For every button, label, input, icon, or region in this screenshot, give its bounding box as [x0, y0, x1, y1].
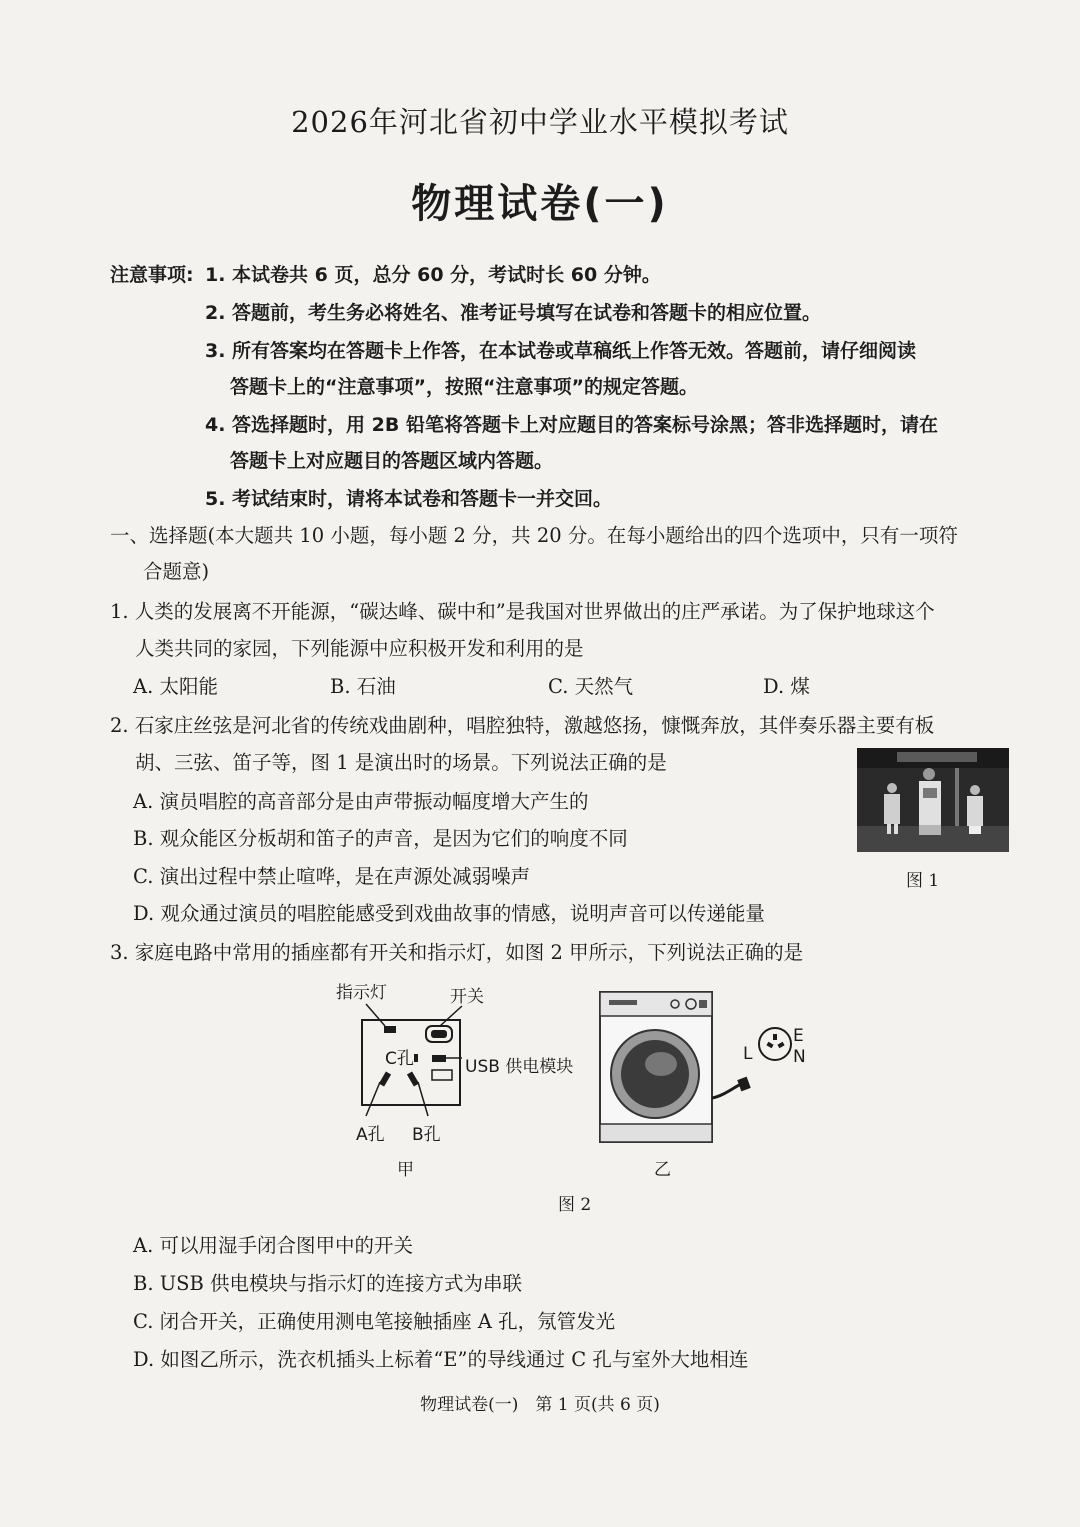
- notice-item-3-line2: 答题卡上的“注意事项”，按照“注意事项”的规定答题。: [230, 376, 698, 398]
- fig2-label-a-hole: A孔: [356, 1125, 385, 1145]
- fig2-label-n: N: [793, 1047, 806, 1067]
- q2-option-d: D. 观众通过演员的唱腔能感受到戏曲故事的情感，说明声音可以传递能量: [133, 902, 765, 925]
- fig2-label-switch: 开关: [450, 987, 484, 1007]
- fig2-label-usb: USB 供电模块: [465, 1057, 574, 1077]
- fig2-label-b-hole: B孔: [412, 1125, 441, 1145]
- section-heading-line2: 合题意): [143, 560, 210, 583]
- figure-1-caption: 图 1: [906, 871, 940, 891]
- notice-heading: 注意事项:: [110, 264, 194, 286]
- q3-option-b: B. USB 供电模块与指示灯的连接方式为串联: [133, 1272, 523, 1295]
- q3-option-d: D. 如图乙所示，洗衣机插头上标着“E”的导线通过 C 孔与室外大地相连: [133, 1348, 749, 1371]
- page-footer: 物理试卷(一) 第 1 页(共 6 页): [420, 1395, 660, 1415]
- figure-1-opera-photo: [857, 748, 1009, 852]
- exam-title: 2026年河北省初中学业水平模拟考试: [291, 105, 789, 139]
- fig2-label-indicator: 指示灯: [336, 983, 387, 1003]
- notice-item-1: 1. 本试卷共 6 页，总分 60 分，考试时长 60 分钟。: [205, 264, 661, 286]
- q1-option-b: B. 石油: [330, 675, 396, 698]
- q1-option-c: C. 天然气: [548, 675, 634, 698]
- notice-item-4-line1: 4. 答选择题时，用 2B 铅笔将答题卡上对应题目的答案标号涂黑；答非选择题时，请在: [205, 414, 938, 436]
- notice-item-4-line2: 答题卡上对应题目的答题区域内答题。: [230, 450, 554, 472]
- q3-option-c: C. 闭合开关，正确使用测电笔接触插座 A 孔，氖管发光: [133, 1310, 616, 1333]
- fig2-label-c-hole: C孔: [385, 1044, 414, 1069]
- paper-title: 物理试卷(一): [411, 181, 669, 227]
- q2-option-b: B. 观众能区分板胡和笛子的声音，是因为它们的响度不同: [133, 827, 628, 850]
- q2-stem-line1: 2. 石家庄丝弦是河北省的传统戏曲剧种，唱腔独特，激越悠扬，慷慨奔放，其伴奏乐器主要有板: [110, 714, 935, 737]
- q1-option-a: A. 太阳能: [133, 675, 218, 698]
- fig2-label-yi: 乙: [654, 1160, 671, 1180]
- q1-stem-line2: 人类共同的家园，下列能源中应积极开发和利用的是: [135, 637, 584, 660]
- q2-option-a: A. 演员唱腔的高音部分是由声带振动幅度增大产生的: [133, 790, 589, 813]
- figure-2-washing-machine: [595, 988, 815, 1148]
- q3-stem-line1: 3. 家庭电路中常用的插座都有开关和指示灯，如图 2 甲所示，下列说法正确的是: [110, 941, 804, 964]
- q1-stem-line1: 1. 人类的发展离不开能源，“碳达峰、碳中和”是我国对世界做出的庄严承诺。为了保护地球这个: [110, 600, 935, 623]
- q2-option-c: C. 演出过程中禁止喧哗，是在声源处减弱噪声: [133, 865, 531, 888]
- q1-option-d: D. 煤: [763, 675, 810, 698]
- notice-item-3-line1: 3. 所有答案均在答题卡上作答，在本试卷或草稿纸上作答无效。答题前，请仔细阅读: [205, 340, 917, 362]
- fig2-label-e: E: [793, 1026, 804, 1046]
- notice-item-2: 2. 答题前，考生务必将姓名、准考证号填写在试卷和答题卡的相应位置。: [205, 302, 822, 324]
- notice-item-5: 5. 考试结束时，请将本试卷和答题卡一并交回。: [205, 488, 613, 510]
- fig2-label-jia: 甲: [397, 1160, 414, 1180]
- q2-stem-line2: 胡、三弦、笛子等，图 1 是演出时的场景。下列说法正确的是: [135, 751, 667, 774]
- figure-2-caption: 图 2: [558, 1195, 592, 1215]
- section-heading-line1: 一、选择题(本大题共 10 小题，每小题 2 分，共 20 分。在每小题给出的四个选项中，只有一项符: [110, 524, 958, 547]
- q3-option-a: A. 可以用湿手闭合图甲中的开关: [133, 1234, 413, 1257]
- fig2-label-l: L: [743, 1044, 753, 1064]
